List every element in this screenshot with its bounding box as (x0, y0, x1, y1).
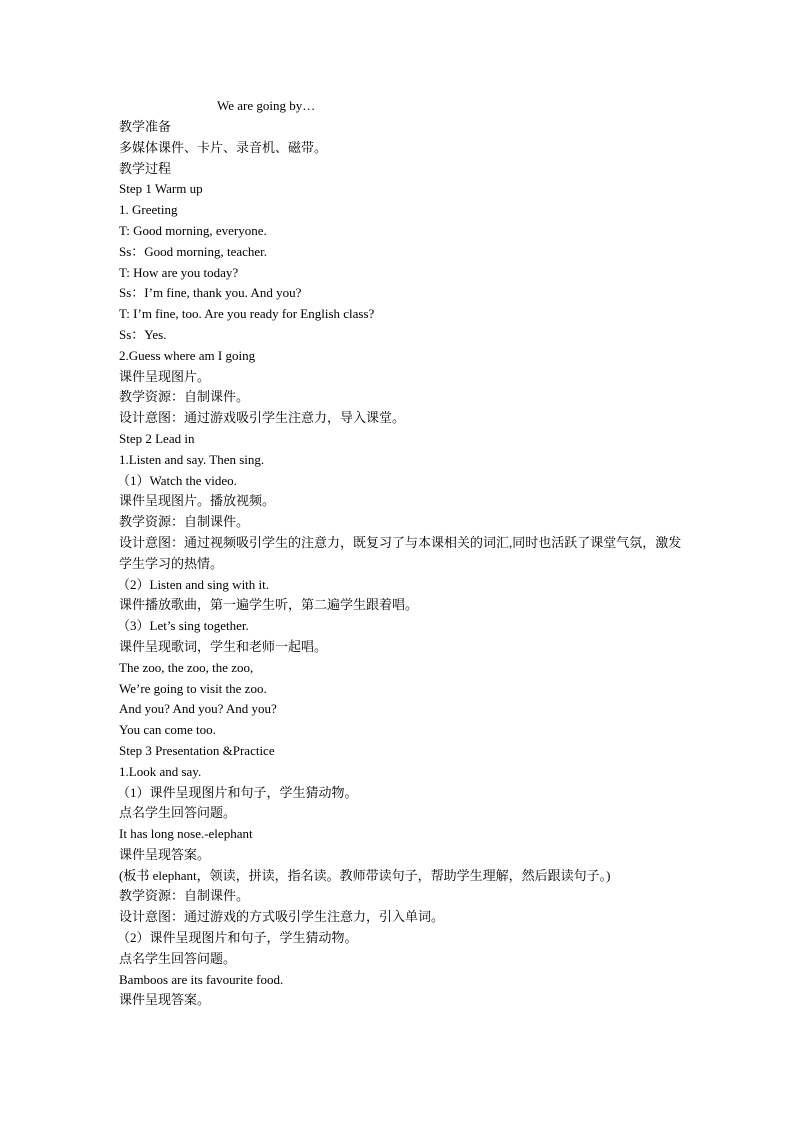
text-line: And you? And you? And you? (119, 701, 277, 717)
text-line: （2）Listen and sing with it. (117, 576, 270, 592)
text-line: You can come too. (119, 722, 216, 738)
text-line: T: Good morning, everyone. (119, 222, 267, 238)
text-line: It has long nose.-elephant (119, 826, 253, 842)
text-line: The zoo, the zoo, the zoo, (119, 659, 254, 675)
text-line: Ss：Good morning, teacher. (119, 243, 268, 259)
text-line: 设计意图：通过视频吸引学生的注意力，既复习了与本课相关的词汇,同时也活跃了课堂气氛，激发学生学习的热情。 (119, 534, 682, 571)
text-line: 设计意图：通过游戏吸引学生注意力，导入课堂。 (119, 410, 406, 426)
text-line: 点名学生回答问题。 (119, 950, 237, 966)
text-line: Bamboos are its favourite food. (119, 971, 284, 987)
text-line: （1）课件呈现图片和句子，学生猜动物。 (117, 784, 358, 800)
text-line: (板书 elephant，领读，拼读，指名读。教师带读句子，帮助学生理解，然后跟读句子。) (119, 867, 611, 883)
text-line: （1）Watch the video. (117, 472, 237, 488)
text-line: 教学准备 (119, 119, 172, 134)
text-line: Step 1 Warm up (119, 181, 203, 197)
text-line: （2）课件呈现图片和句子，学生猜动物。 (117, 930, 358, 946)
document-body (119, 117, 699, 1011)
text-line: 教学资源：自制课件。 (119, 389, 250, 405)
text-line: 多媒体课件、卡片、录音机、磁带。 (119, 139, 328, 155)
text-line: 设计意图：通过游戏的方式吸引学生注意力，引入单词。 (119, 909, 445, 925)
text-line: 课件呈现答案。 (119, 992, 211, 1008)
text-line: 1.Look and say. (119, 763, 202, 779)
text-line: 1.Listen and say. Then sing. (119, 451, 265, 467)
document-title: We are going by… (217, 98, 316, 113)
text-line: T: How are you today? (119, 264, 239, 280)
text-line: 1. Greeting (119, 202, 178, 218)
text-line: Step 2 Lead in (119, 430, 195, 446)
text-line: 点名学生回答问题。 (119, 805, 237, 821)
text-line: 课件呈现歌词，学生和老师一起唱。 (119, 638, 328, 654)
text-line: （3）Let’s sing together. (117, 618, 249, 634)
text-line: 教学过程 (119, 160, 172, 176)
text-line: 2.Guess where am I going (119, 347, 256, 363)
text-line: 教学资源：自制课件。 (119, 888, 250, 904)
text-line: T: I’m fine, too. Are you ready for English class? (119, 306, 375, 322)
text-line: Ss：Yes. (119, 326, 167, 342)
text-line: 课件呈现图片。 (119, 368, 211, 384)
text-line: Ss：I’m fine, thank you. And you? (119, 285, 302, 301)
text-line: Step 3 Presentation &Practice (119, 742, 275, 758)
text-line: 课件呈现图片。播放视频。 (119, 493, 276, 509)
text-line: 课件播放歌曲，第一遍学生听，第二遍学生跟着唱。 (119, 597, 419, 613)
text-line: 课件呈现答案。 (119, 846, 211, 862)
text-line: 教学资源：自制课件。 (119, 514, 250, 530)
text-line: We’re going to visit the zoo. (119, 680, 267, 696)
